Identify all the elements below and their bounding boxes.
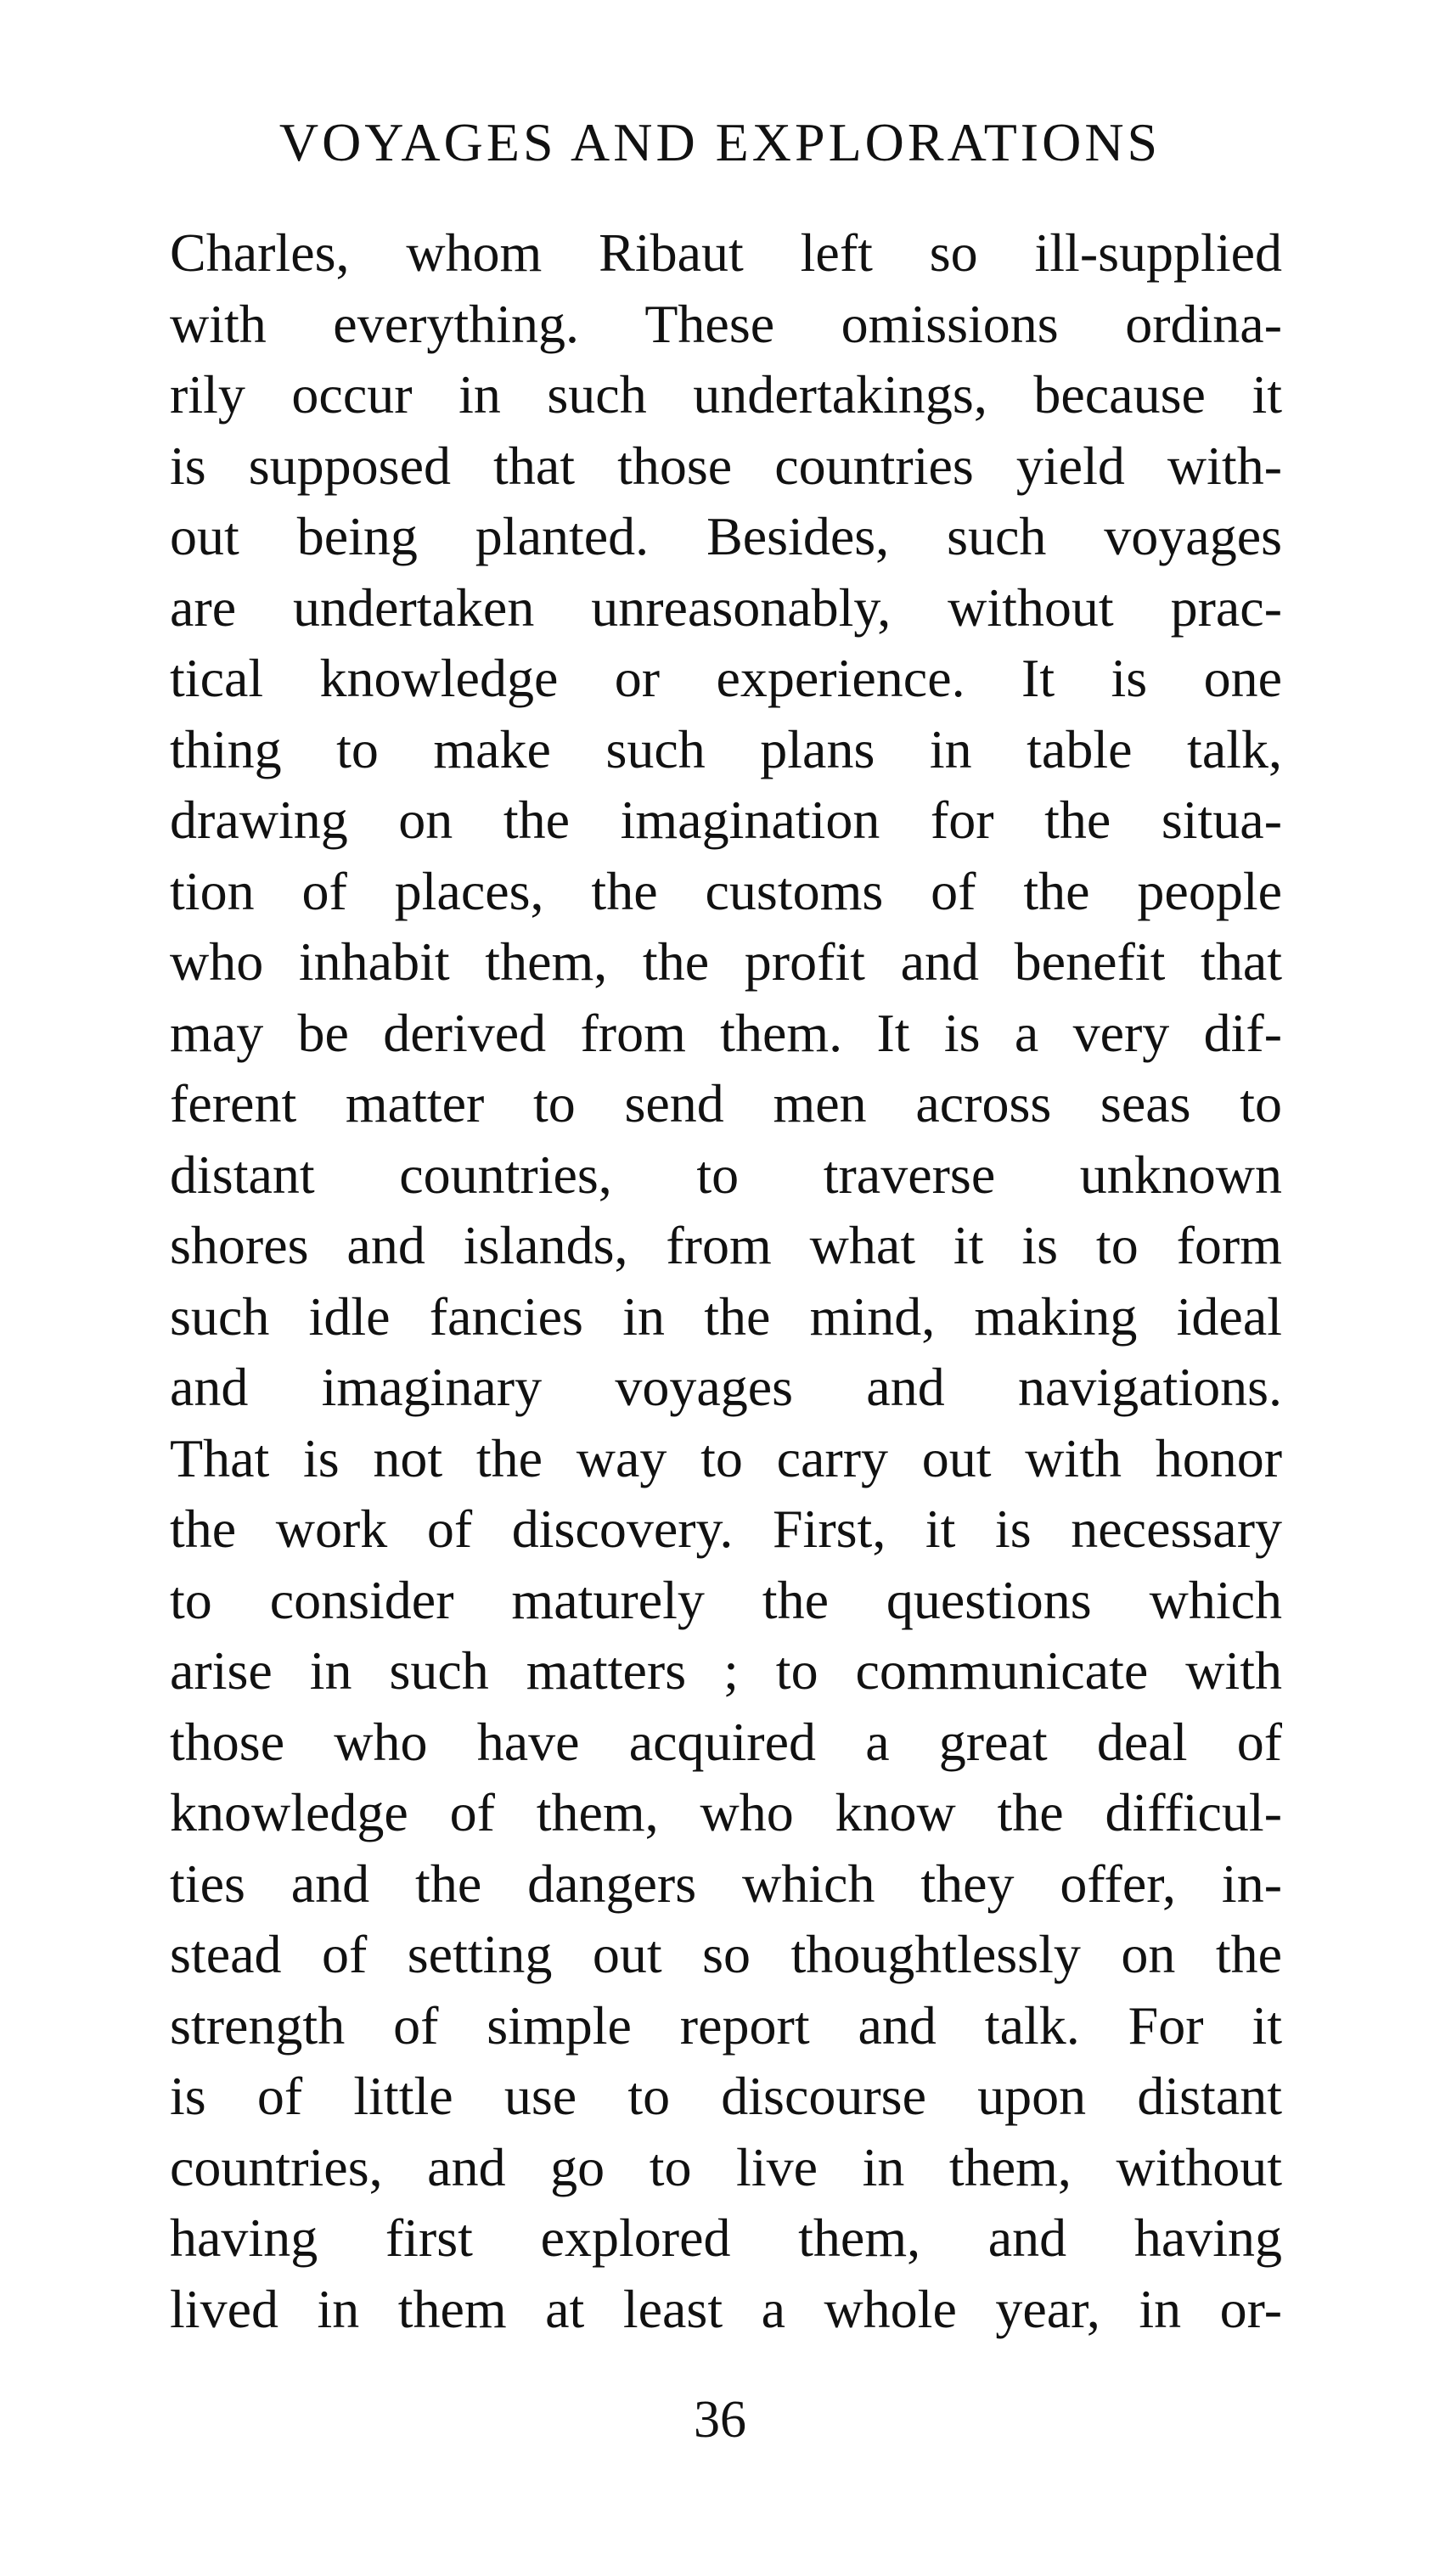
text-line: with everything. These omissions ordina- bbox=[170, 293, 1282, 354]
text-line: tion of places, the customs of the people bbox=[170, 860, 1282, 921]
text-line: and imaginary voyages and navigations. bbox=[170, 1357, 1282, 1417]
text-line: That is not the way to carry out with honor bbox=[170, 1427, 1282, 1488]
text-line: drawing on the imagination for the situa- bbox=[170, 790, 1282, 850]
text-line: stead of setting out so thoughtlessly on the bbox=[170, 1924, 1282, 1984]
text-line: tical knowledge or experience. It is one bbox=[170, 648, 1282, 708]
text-line: strength of simple report and talk. For it bbox=[170, 1994, 1282, 2056]
text-line: shores and islands, from what it is to form bbox=[170, 1215, 1282, 1275]
text-line: to consider maturely the questions which bbox=[170, 1569, 1282, 1630]
text-line: countries, and go to live in them, without bbox=[170, 2136, 1282, 2197]
text-line: such idle fancies in the mind, making ideal bbox=[170, 1285, 1282, 1347]
text-line: ties and the dangers which they offer, in- bbox=[170, 1853, 1282, 1914]
text-line: is of little use to discourse upon distant bbox=[170, 2066, 1282, 2126]
running-head: VOYAGES AND EXPLORATIONS bbox=[278, 112, 1162, 172]
text-line: Charles, whom Ribaut left so ill-supplied bbox=[170, 222, 1282, 283]
text-line: those who have acquired a great deal of bbox=[170, 1711, 1282, 1772]
text-line: having first explored them, and having bbox=[170, 2208, 1282, 2268]
text-line: thing to make such plans in table talk, bbox=[170, 718, 1282, 779]
text-line: is supposed that those countries yield with- bbox=[170, 435, 1282, 496]
text-line: out being planted. Besides, such voyages bbox=[170, 506, 1282, 566]
body-text bbox=[170, 217, 1282, 2344]
page-number: 36 bbox=[694, 2391, 746, 2449]
text-line: may be derived from them. It is a very dif- bbox=[170, 1002, 1282, 1063]
text-line: lived in them at least a whole year, in or- bbox=[170, 2278, 1282, 2339]
text-line: knowledge of them, who know the difficul- bbox=[170, 1782, 1282, 1842]
text-line: who inhabit them, the profit and benefit that bbox=[170, 931, 1282, 992]
text-line: are undertaken unreasonably, without prac- bbox=[170, 577, 1282, 638]
text-line: rily occur in such undertakings, because it bbox=[170, 364, 1282, 425]
text-line: ferent matter to send men across seas to bbox=[170, 1073, 1282, 1133]
text-line: the work of discovery. First, it is necessary bbox=[170, 1499, 1282, 1559]
text-line: arise in such matters ; to communicate with bbox=[170, 1640, 1282, 1701]
text-line: distant countries, to traverse unknown bbox=[170, 1144, 1282, 1205]
